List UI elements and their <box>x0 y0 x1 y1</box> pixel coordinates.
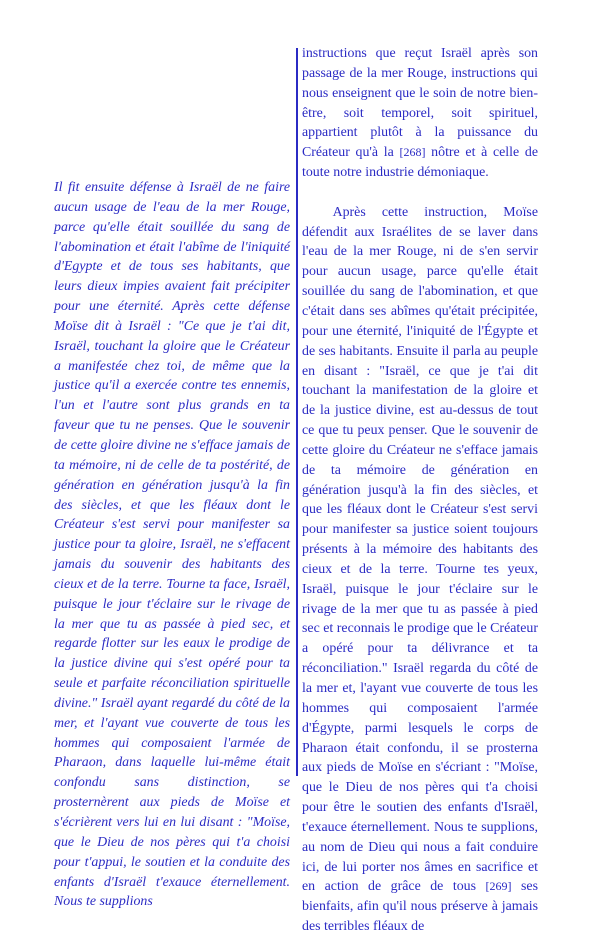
paragraph-1-text-end: nôtre et à celle de toute notre industrie démoniaque. <box>302 145 538 181</box>
page-reference-268: [268] <box>399 145 426 160</box>
left-column-italic-version <box>54 178 290 912</box>
paragraph-1-text-start: instructions que reçut Israël après son passage de la mer Rouge, instructions qui nous enseignent que le soin de notre bien-être, soit temporel, soit spirituel, appartient plutôt à la puissance du Créateur qu'à la <box>302 46 538 161</box>
right-column-roman-version <box>302 44 538 937</box>
right-column-paragraph-2 <box>302 203 538 937</box>
paragraph-2-text-end: ses bienfaits, afin qu'il nous préserve à jamais des terribles fléaux de <box>302 879 538 935</box>
column-divider <box>296 48 298 776</box>
right-column-paragraph-1 <box>302 44 538 183</box>
paragraph-2-text-start: Après cette instruction, Moïse défendit aux Israélites de se laver dans l'eau de la mer Rouge, ni de s'en servir pour aucun usage, parce qu'elle était souillée du sang de l'abomination, et que c'était dans ses abîmes qu'était précipitée, pour une éternité, l'iniquité de l'Égypte et de ses habitants. Ensuite il parla au peuple en disant : "Israël, ce que je t'ai dit touchant la manifestation de la gloire et de la justice divine, est au-dessus de tout ce que tu peux penser. Que le souvenir de cette gloire du Créateur ne s'efface jamais de ta mémoire de génération en génération jusqu'à la fin des siècles, et que les fléaux dont le Créateur s'est servi pour manifester sa justice soient toujours présents à la mémoire des habitants des cieux et de la terre. Tourne tes yeux, Israël, puisque le jour t'éclaire sur le rivage de la mer que tu as passée à pied sec et reconnais le prodige que le Créateur a opéré pour ta délivrance et ta réconciliation." Israël regarda du côté de la mer et, l'ayant vue couverte de tous les hommes qui composaient l'armée d'Égypte, parmi lesquels le corps de Pharaon était confondu, il se prosterna aux pieds de Moïse en s'écriant : "Moïse, que le Dieu de nos pères qui t'a choisi pour être le soutien des enfants d'Israël, t'exauce éternellement. Nous te supplions, au nom de Dieu qui nous a fait conduire ici, de lui porter nos âmes en sacrifice et en action de grâce de tous <box>302 204 538 895</box>
left-column-paragraph: Il fit ensuite défense à Israël de ne faire aucun usage de l'eau de la mer Rouge, parce qu'elle était souillée du sang de l'abomination et était l'abîme de l'iniquité d'Egypte et de tous ses habitants, que leurs dieux impies avaient fait précipiter pour une éternité. Après cette défense Moïse dit à Israël : "Ce que je t'ai dit, Israël, touchant la gloire que le Créateur a manifestée chez toi, de même que la justice qu'il a exercée contre tes ennemis, l'un et l'autre sont plus grands en ta faveur que tu ne penses. Que le souvenir de cette gloire divine ne s'efface jamais de ta mémoire, ni de celle de ta postérité, de génération en génération jusqu'à la fin des siècles, et que les fléaux dont le Créateur s'est servi pour manifester sa justice pour ta gloire, Israël, ne s'effacent jamais du souvenir des habitants des cieux et de la terre. Tourne ta face, Israël, puisque le jour t'éclaire sur le rivage de la mer que tu as passée à pied sec, et regarde flotter sur les eaux le prodige de la justice divine qui s'est opéré pour ta seule et parfaite réconciliation spirituelle divine." Israël ayant regardé du côté de la mer, et l'ayant vue couverte de tous les hommes qui composaient l'armée de Pharaon, dans laquelle lui-même était confondu sans distinction, se prosternèrent aux pieds de Moïse et s'écrièrent vers lui en lui disant : "Moïse, que le Dieu de nos pères qui t'a choisi pour t'appui, le soutien et la conduite des enfants d'Israël t'exauce éternellement. Nous te supplions <box>54 180 290 910</box>
page-reference-269: [269] <box>485 879 512 894</box>
paragraph-gap <box>302 183 538 203</box>
